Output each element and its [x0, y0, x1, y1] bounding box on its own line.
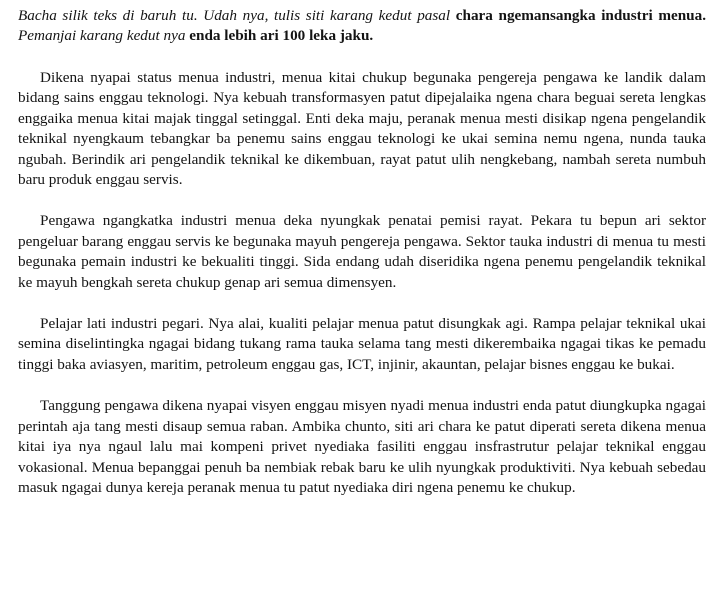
instruction-text-2: Pemanjai karang kedut nya — [18, 27, 190, 44]
paragraph-2: Pengawa ngangkatka industri menua deka nyungkak penatai pemisi rayat. Pekara tu bepun ari sektor pengeluar barang enggau servis ke begunaka mayuh pengereja pengawa. Sektor tauka industri di menua tu mesti begunaka pemain industri ke bekualiti tinggi. Sida endang udah diseridika ngena penemu pengelandik teknikal ke mayuh bengkah sereta chukup genap ari semua dimensyen. — [18, 212, 706, 291]
instruction — [18, 6, 706, 46]
instruction-period: . — [369, 27, 374, 44]
instruction-text-1: Bacha silik teks di baruh tu. Udah nya, tulis siti karang kedut pasal — [18, 7, 456, 24]
paragraph-4: Tanggung pengawa dikena nyapai visyen enggau misyen nyadi menua industri enda patut diungkupka ngagai perintah aja tang mesti disaup semua raban. Ambika chunto, siti ari chara ke patut diperati sereta dikena menua kitai iya nya ngaul lalu mai kompeni privet nyediaka fasiliti enggau insfrastrutur pelajar teknikal enggau vokasional. Menua bepanggai penuh ba nembiak rebak baru ke ulih nyungkak produktiviti. Nya kebuah sebedau masuk ngagai dunya kereja peranak menua tu patut nyediaka diri ngena penemu ke chukup. — [18, 397, 706, 496]
instruction-topic: chara ngemansangka industri menua. — [455, 7, 706, 24]
paragraph-3: Pelajar lati industri pegari. Nya alai, kualiti pelajar menua patut disungkak agi. Rampa pelajar teknikal ukai semina diselintingka ngagai bidang tukang rama tauka selama tang mesti dikerembaika ngagai tikas ke pemadu tinggi baka aviasyen, maritim, petroleum enggau gas, ICT, injinir, akauntan, pelajar bisnes enggau ke bukai. — [18, 315, 706, 373]
instruction-word-limit: enda lebih ari 100 leka jaku — [189, 27, 370, 44]
paragraph-1: Dikena nyapai status menua industri, menua kitai chukup begunaka pengereja pengawa ke landik dalam bidang sains enggau teknologi. Nya kebuah transformasyen patut dipejalaika ngena chara beguai sereta lengkas enggaika menua kitai majak tinggal setinggal. Enti deka maju, peranak menua mesti disikap ngena pengelandik teknikal nyengkaum tebangkar ba penemu sains enggau teknologi ke ukai semina nemu ngena, nunda tauka ngubah. Berindik ari pengelandik teknikal ke dikembuan, rayat patut ulih nengkebang, nambah sereta numbuh baru produk enggau servis. — [18, 69, 706, 189]
